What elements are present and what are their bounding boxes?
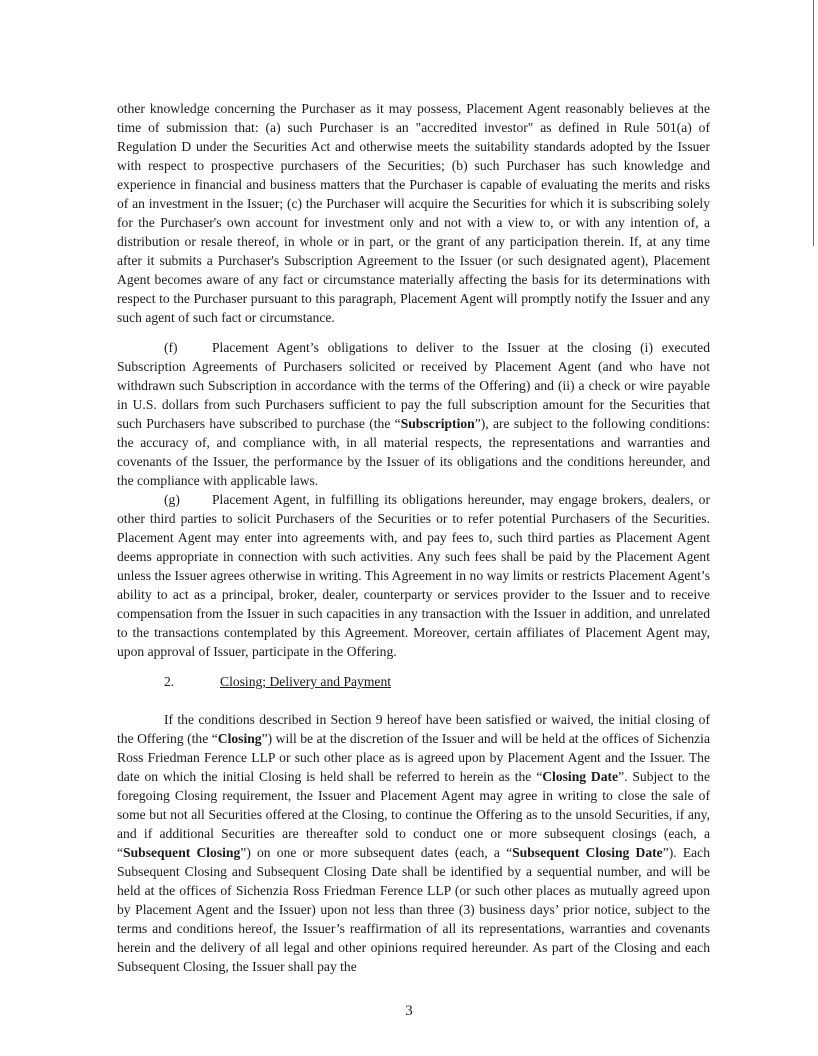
paragraph-segment: ”. Subject to the foregoing Closing requirement, the Issuer and Placement Agent may agree in writing to close the sale of some but not all Securities offered at the Closing, to continue the Offering as to the unsold Securities, if any, and if additional Securities are thereafter sold to conduct one or more subsequent closings (each, a “	[117, 769, 710, 860]
paragraph-continued	[117, 99, 710, 327]
page-number: 3	[405, 1003, 413, 1019]
paragraph-label: (g)	[164, 492, 180, 507]
paragraph-f	[117, 338, 710, 490]
paragraph-segment: ”) will be at the discretion of the Issuer and will be held at the offices of Sichenzia Ross Friedman Ference LLP or such other place as is agreed upon by Placement Agent and the Issuer. The date on which the initial Closing is held shall be referred to herein as the “	[117, 731, 710, 784]
page-edge-line	[813, 0, 814, 246]
paragraph-text	[117, 490, 710, 661]
paragraph-segment: ”), are subject to the following conditions: the accuracy of, and compliance with, in all material respects, the representations and warranties and covenants of the Issuer, the performance by the Issuer of its obligations and the conditions hereunder, and the compliance with applicable laws.	[117, 416, 710, 488]
section-number: 2.	[164, 674, 175, 689]
paragraph-text: other knowledge concerning the Purchaser as it may possess, Placement Agent reasonably believes at the time of submission that: (a) such Purchaser is an "accredited investor" as defined in Rule 501(a) of Regulation D under the Securities Act and otherwise meets the suitability standards adopted by the Issuer with respect to prospective purchasers of the Securities; (b) such Purchaser has such knowledge and experience in financial and business matters that the Purchaser is capable of evaluating the merits and risks of an investment in the Issuer; (c) the Purchaser will acquire the Securities for which it is subscribing solely for the Purchaser's own account for investment only and not with a view to, or with any intention of, a distribution or resale thereof, in whole or in part, or the grant of any participation therein. If, at any time after it submits a Purchaser's Subscription Agreement to the Issuer (or such designated agent), Placement Agent becomes aware of any fact or circumstance materially affecting the basis for its determinations with respect to the Purchaser pursuant to this paragraph, Placement Agent will promptly notify the Issuer and any such agent of such fact or circumstance.	[117, 101, 710, 325]
paragraph-segment: ”) on one or more subsequent dates (each, a “	[240, 845, 513, 860]
paragraph-segment: Placement Agent, in fulfilling its obligations hereunder, may engage brokers, dealers, or other third parties to solicit Purchasers of the Securities or to refer potential Purchasers of the Securities. Placement Agent may enter into agreements with, and pay fees to, such third parties as Placement Agent deems appropriate in connection with such activities. Any such fees shall be paid by the Placement Agent unless the Issuer agrees otherwise in writing. This Agreement in no way limits or restricts Placement Agent’s ability to act as a principal, broker, dealer, counterparty or services provider to the Issuer and to receive compensation from the Issuer in such capacities in any transaction with the Issuer in addition, and unrelated to the transactions contemplated by this Agreement. Moreover, certain affiliates of Placement Agent may, upon approval of Issuer, participate in the Offering.	[117, 492, 710, 659]
defined-term-subsequent-closing: Subsequent Closing	[123, 845, 241, 860]
paragraph-text	[117, 338, 710, 490]
defined-term-closing: Closing	[217, 731, 262, 746]
defined-term-subsequent-closing-date: Subsequent Closing Date	[512, 845, 663, 860]
paragraph-segment: Placement Agent’s obligations to deliver to the Issuer at the closing (i) executed Subscription Agreements of Purchasers solicited or received by Placement Agent (and who have not withdrawn such Subscription in accordance with the terms of the Offering) and (ii) a check or wire payable in U.S. dollars from such Purchasers sufficient to pay the full subscription amount for the Securities that such Purchasers have subscribed to purchase (the “	[117, 340, 710, 431]
paragraph-label: (f)	[164, 340, 178, 355]
paragraph-text	[117, 710, 710, 976]
paragraph-segment: ”). Each Subsequent Closing and Subsequent Closing Date shall be identified by a sequential number, and will be held at the offices of Sichenzia Ross Friedman Ference LLP (or such other places as mutually agreed upon by Placement Agent and the Issuer) upon not less than three (3) business days’ prior notice, subject to the terms and conditions hereof, the Issuer’s reaffirmation of all its representations, warranties and covenants herein and the delivery of all legal and other opinions required hereunder. As part of the Closing and each Subsequent Closing, the Issuer shall pay the	[117, 845, 711, 974]
defined-term-closing-date: Closing Date	[542, 769, 619, 784]
section-heading	[164, 672, 391, 691]
paragraph-segment: If the conditions described in Section 9 hereof have been satisfied or waived, the initial closing of the Offering (the “	[117, 712, 710, 746]
paragraph-g	[117, 490, 710, 661]
defined-term-subscription: Subscription	[400, 416, 475, 431]
paragraph-closing	[117, 710, 710, 976]
section-title: Closing; Delivery and Payment	[220, 674, 392, 689]
